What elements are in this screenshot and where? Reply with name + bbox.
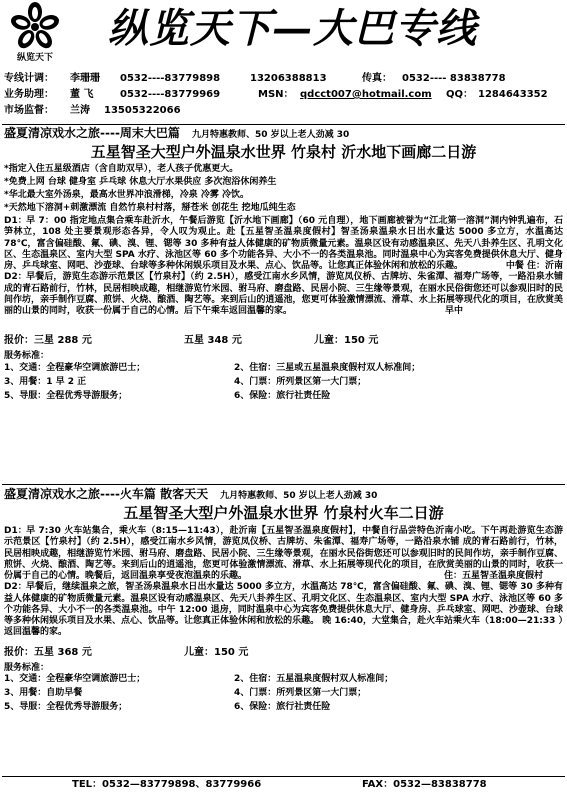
feature-item: *天然地下溶洞+刺激漂流 自然竹泉村村落，掰苍米 创花生 挖地瓜纯生态 (4, 203, 296, 213)
contact-name: 李珊珊 (70, 73, 100, 84)
contact-row-assistant (4, 89, 564, 105)
tour-subtitle: 五星智圣大型户外温泉水世界 竹泉村火车二日游 (123, 504, 444, 523)
fax-number: 0532---- 83838778 (402, 73, 506, 84)
day2-itinerary: D2：早餐后，继续温泉之旅，智圣汤泉温泉水日出水量达 5000 多立方，水温高达 78℃，富含偏硅酸、氟、碘、溴、锂、锶等 30 多种有益人体健康的矿物质微量元素。温泉区设有动感温泉区、先天八卦养生区、孔明文化区、生态温泉区、室内大型 SPA 水疗、泳池区等 60 多个功能各异、大小不一的各类温泉池。中午 12:00 退房，同时温泉中心为宾客免费提供休息大厅、健身房、乒乓球室、网吧、沙壶球、台球等多种休闲娱乐项目及水果、点心、饮品等。让您真正体验休闲和放松的乐趣。 晚 16:40，大堂集合，赴火车站乘火车（18:00—21:33 ）返回温馨的家。 (4, 582, 563, 638)
contact-name: 董 飞 (70, 89, 94, 100)
flower-logo-icon (6, 2, 64, 52)
feature-item: *免费上网 台球 健身室 乒乓球 休息大厅水果供应 多次泡浴休闲养生 (4, 177, 277, 187)
contact-phone: 0532----83779898 (120, 73, 221, 84)
price-row (4, 335, 563, 351)
feature-item: *指定入住五星级酒店（含自助双早），老人孩子优惠更大。 (4, 164, 239, 174)
tour-subtitle: 五星智圣大型户外温泉水世界 竹泉村 沂水地下画廊二日游 (90, 143, 477, 162)
day2-itinerary: D2：早餐后，游览生态游示范景区【竹泉村】（约 2.5H），感受江南水乡风情，游览凤仪桥、古牌坊、朱雀潭、福寿广场等，一路沿泉水铺 成的青石路前行，竹林，民居相映成趣，相继游览竹米园、驸马府、磨盘路、民居小院、三生缘等景观，在丽水民俗街您还可以参观旧时的民间作坊，亲手制作豆腐、煎饼、火烧、酿酒、陶艺等。来到后山的逍遥池，您更可体验激情漂流、滑草、水上拓展等现代化的项目，在欣赏美丽的山景的同时，收获一份属于自己的心情。后下午乘车返回温馨的家。 早中 (4, 272, 563, 316)
contact-name: 兰涛 (70, 105, 90, 116)
day1-lodging: 住：五星智圣温泉度假村 (443, 571, 543, 581)
day1-itinerary: D1：早 7:30 火车站集合，乘火车（8:15—11:43），赴沂南【五星智圣温泉度假村】，中餐自行品尝特色沂南小吃。下午再赴游览生态游示范景区【竹泉村】（约 2.5H），感受江南水乡风情，游览凤仪桥、古牌坊、朱雀潭、福寿广场等，一路沿泉水铺 成的青石路前行，竹林，民居相映成趣，相继游览竹米园、驸马府、磨盘路、民居小院、三生缘等景观，在丽水民俗街您还可以参观旧时的民间作坊，亲手制作豆腐、煎饼、火烧、酿酒、陶艺等。来到后山的逍遥池，您更可体验激情漂流、滑草、水上拓展等现代化的项目，在欣赏美丽的山景的同时，收获一份属于自己的心情。晚餐后，返回温泉享受夜泡温泉的乐趣。 住：五星智圣温泉度假村 (4, 526, 563, 581)
day1-meals-lodging: 中餐 住：沂南 (505, 261, 563, 271)
discount-note: 九月特惠教师、50 岁以上老人劲减 30 (220, 491, 378, 501)
service-row: 5、导服：全程优秀导游服务； 6、保险：旅行社责任险 (4, 701, 331, 712)
footer-fax: FAX：0532—83838778 (362, 779, 487, 790)
section-title: 盛夏清凉戏水之旅----周末大巴篇 九月特惠教师、50 岁以上老人劲减 30 (4, 126, 350, 140)
company-logo (6, 2, 64, 70)
service-row: 5、导服：全程优秀导游服务； 6、保险：旅行社责任险 (4, 390, 331, 401)
service-standards-heading: 服务标准： (4, 351, 50, 362)
section-title: 盛夏清凉戏水之旅----火车篇 散客天天 九月特惠教师、50 岁以上老人劲减 30 (4, 487, 378, 501)
qq-number: 1284643352 (478, 89, 548, 100)
service-row: 1、交通：全程豪华空调旅游巴士； 2、住宿：三星或五星温泉度假村双人标准间； (4, 362, 421, 373)
footer-tel: TEL：0532—83779898、83779966 (72, 779, 262, 790)
service-row: 3、用餐：自助早餐 4、门票：所列景区第一大门票； (4, 687, 367, 698)
price-three-star: 报价：三星 288 元 (4, 335, 92, 347)
msn-label: MSN： (258, 89, 294, 100)
qq-label: QQ： (446, 89, 474, 100)
price-child: 儿童：150 元 (314, 335, 379, 347)
service-row: 3、用餐：1 早 2 正 4、门票：所列景区第一大门票； (4, 376, 367, 387)
day2-meals: 早中 (444, 306, 463, 316)
contact-phone: 13505322066 (104, 105, 181, 116)
price-row (4, 647, 563, 663)
feature-item: *华北最大室外汤泉，最高水世界冲浪滑梯，冷泉 冷雾 冷饮。 (4, 190, 249, 200)
contact-mobile: 13206388813 (250, 73, 327, 84)
divider (2, 484, 565, 485)
fax-label: 传真： (362, 73, 392, 84)
feature-list (4, 164, 563, 216)
contact-row-supervisor (4, 105, 564, 121)
service-row: 1、交通：全程豪华空调旅游巴士； 2、住宿：五星温泉度假村双人标准间； (4, 673, 394, 684)
contact-label: 专线计调： (4, 73, 54, 84)
discount-note: 九月特惠教师、50 岁以上老人劲减 30 (191, 130, 350, 140)
logo-text: 纵览天下 (16, 53, 53, 63)
service-standards-heading: 服务标准： (4, 662, 50, 673)
contacts-block (4, 73, 564, 121)
msn-address[interactable]: qdcct007@hotmail.com (300, 89, 432, 100)
contact-phone: 0532----83779969 (120, 89, 221, 100)
footer (2, 776, 565, 792)
contact-label: 业务助理： (4, 89, 54, 100)
header (0, 0, 567, 72)
page-title: 纵览天下—大巴专线 (108, 5, 477, 52)
price-child: 儿童：150 元 (184, 646, 249, 658)
contact-label: 市场监督： (4, 105, 54, 116)
price-five-star: 报价：五星 368 元 (4, 646, 92, 658)
contact-row-dispatcher (4, 73, 564, 89)
price-five-star: 五星 348 元 (184, 335, 242, 347)
divider (2, 124, 565, 125)
tour-section-train (4, 487, 563, 716)
day1-itinerary: D1：早 7：00 指定地点集合乘车赴沂水，午餐后游览【沂水地下画廊】（60 元自理），地下画廊被誉为“江北第一溶洞”洞内钟乳遍布，石笋林立，108 处主要景观形态各异，令人叹为观止。赴【五星智圣温泉度假村】智圣汤泉温泉水日出水量达 5000 多立方，水温高达 78℃，富含偏硅酸、氟、碘、溴、锂、锶等 30 多种有益人体健康的矿物质微量元素。温泉区设有动感温泉区、先天八卦养生区、孔明文化区、生态温泉区、室内大型 SPA 水疗、泳池区等 60 多个功能各异、大小不一的各类温泉池。同时温泉中心为宾客免费提供休息大厅、健身房、乒乓球室、网吧、沙壶球、台球等多种休闲娱乐项目及水果、点心、饮品等。让您真正体验休闲和放松的乐趣。 中餐 住：沂南 (4, 216, 563, 271)
tour-section-bus (4, 126, 563, 405)
